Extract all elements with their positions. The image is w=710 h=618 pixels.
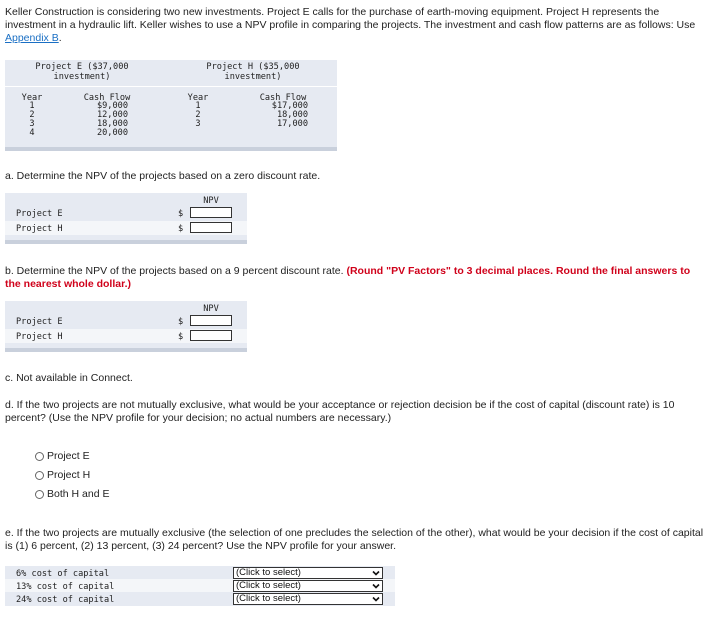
part-b-npv-e-input[interactable]	[190, 315, 232, 326]
decision-select-24-percent[interactable]	[233, 593, 383, 605]
table-divider	[5, 86, 337, 87]
e-cash-flow-header: Cash Flow	[83, 93, 131, 103]
project-e-header	[12, 62, 152, 82]
radio-button[interactable]	[35, 452, 44, 461]
currency-symbol: $	[178, 224, 184, 234]
option-project-h[interactable]	[35, 469, 90, 481]
h-flow-cell: 18,000	[276, 110, 308, 120]
e-flow-cell: 18,000	[96, 119, 128, 129]
part-d-question: d. If the two projects are not mutually exclusive, what would be your acceptance or rejection decision be if the cost of capital (discount rate) is 10 percent? (Use the NPV profile for your decision; no actual numbers are necessary.)	[5, 399, 675, 424]
part-b-rounding-instruction: (Round "PV Factors" to 3 decimal places. Round the final answers to the nearest whole dollar.)	[5, 265, 691, 290]
appendix-b-link[interactable]: Appendix B	[5, 32, 59, 44]
option-label: Project E	[47, 450, 90, 462]
part-b-row-label: Project E	[16, 317, 63, 327]
part-e-row-label: 13% cost of capital	[16, 582, 115, 592]
project-h-header	[178, 62, 328, 82]
part-e-row-label: 24% cost of capital	[16, 595, 115, 605]
option-project-e[interactable]	[35, 450, 90, 462]
project-h-header-line1: Project H ($35,000	[206, 62, 300, 72]
e-flow-cell: 20,000	[96, 128, 128, 138]
h-year-cell: 3	[195, 119, 201, 129]
part-a-row-label: Project E	[16, 209, 63, 219]
currency-symbol: $	[178, 209, 184, 219]
part-c-text: c. Not available in Connect.	[5, 372, 133, 384]
part-b-npv-h-input[interactable]	[190, 330, 232, 341]
chevron-down-icon	[372, 569, 380, 577]
h-year-cell: 2	[195, 110, 201, 120]
select-value: (Click to select)	[236, 580, 301, 591]
e-year-cell: 4	[29, 128, 35, 138]
radio-button[interactable]	[35, 490, 44, 499]
part-b-row-label: Project H	[16, 332, 63, 342]
select-value: (Click to select)	[236, 593, 301, 604]
part-b-question	[5, 265, 705, 291]
e-flow-cell: $9,000	[96, 101, 128, 111]
e-flow-cell: 12,000	[96, 110, 128, 120]
currency-symbol: $	[178, 332, 184, 342]
option-label: Both H and E	[47, 488, 110, 500]
chevron-down-icon	[372, 582, 380, 590]
part-a-row-label: Project H	[16, 224, 63, 234]
part-b-question-text: b. Determine the NPV of the projects based on a 9 percent discount rate.	[5, 265, 344, 277]
project-h-header-line2: investment)	[224, 72, 282, 82]
part-a-table-footer	[5, 240, 247, 244]
chevron-down-icon	[372, 595, 380, 603]
intro-text: Keller Construction is considering two new investments. Project E calls for the purchase of earth-moving equipment. Project H represents the investment in a hydraulic lift. Keller wishes to use a NPV profile in comparing the projects. The investment and cash flow patterns are as follows: Use	[5, 6, 696, 31]
e-year-cell: 1	[29, 101, 35, 111]
h-year-header: Year	[187, 93, 209, 103]
decision-select-6-percent[interactable]	[233, 567, 383, 579]
e-flows-column	[72, 102, 128, 138]
decision-select-13-percent[interactable]	[233, 580, 383, 592]
e-years-column	[14, 102, 50, 138]
radio-button[interactable]	[35, 471, 44, 480]
problem-intro	[5, 6, 705, 45]
part-b-npv-header: NPV	[203, 304, 219, 314]
part-a-npv-header: NPV	[203, 196, 219, 206]
project-e-header-line1: Project E ($37,000	[35, 62, 129, 72]
part-a-question: a. Determine the NPV of the projects based on a zero discount rate.	[5, 170, 321, 182]
cash-flow-table-footer	[5, 147, 337, 151]
part-a-npv-e-input[interactable]	[190, 207, 232, 218]
option-both-h-and-e[interactable]	[35, 488, 109, 500]
project-e-header-line2: investment)	[53, 72, 111, 82]
intro-period: .	[58, 32, 62, 44]
h-flows-column	[248, 102, 308, 129]
h-cash-flow-header: Cash Flow	[259, 93, 307, 103]
h-years-column	[180, 102, 216, 129]
part-a-npv-h-input[interactable]	[190, 222, 232, 233]
h-flow-cell: 17,000	[276, 119, 308, 129]
e-year-cell: 3	[29, 119, 35, 129]
select-value: (Click to select)	[236, 567, 301, 578]
h-year-cell: 1	[195, 101, 201, 111]
h-flow-cell: $17,000	[271, 101, 308, 111]
part-e-question: e. If the two projects are mutually exclusive (the selection of one precludes the selection of the other), what would be your decision if the cost of capital is (1) 6 percent, (2) 13 percent, (3) 24 percent? Use the NPV profile for your answer.	[5, 527, 704, 552]
option-label: Project H	[47, 469, 91, 481]
currency-symbol: $	[178, 317, 184, 327]
e-year-header: Year	[21, 93, 43, 103]
part-b-table-footer	[5, 348, 247, 352]
part-e-row-label: 6% cost of capital	[16, 569, 110, 579]
e-year-cell: 2	[29, 110, 35, 120]
